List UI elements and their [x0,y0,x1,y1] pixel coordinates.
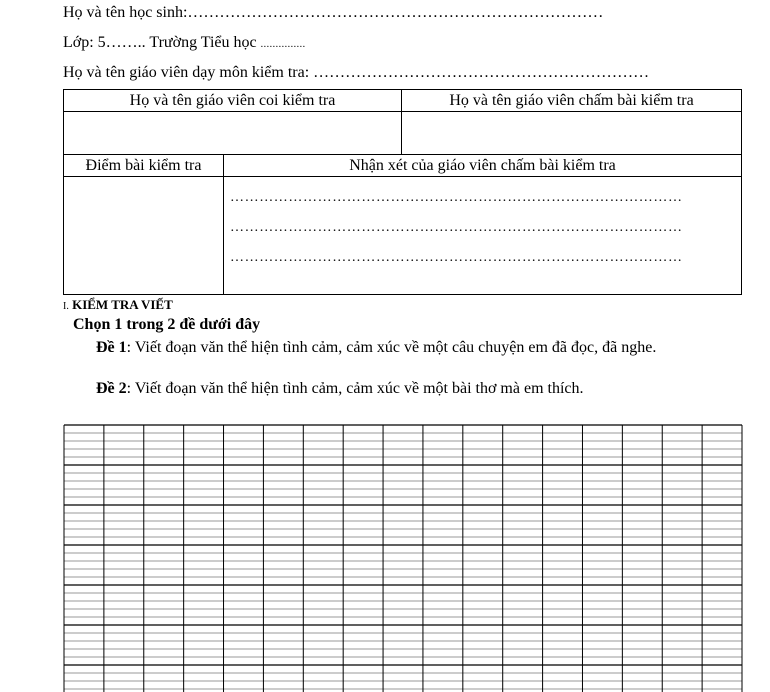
topic-2-label: Đề 2 [96,380,127,397]
instruction: Chọn 1 trong 2 đề dưới đây [73,316,261,333]
comment-line: ………………………………………………………………………………… [230,190,683,205]
section-number: I. [63,301,69,312]
class-school-label: Lớp: 5…….. Trường Tiểu học [63,34,257,51]
teacher-name-line [63,64,649,82]
teacher-name-field[interactable]: ……………………………………………………… [313,64,650,81]
section-title: KIỂM TRA VIẾT [72,297,173,312]
writing-grid[interactable] [63,424,743,692]
school-name-field[interactable]: ............... [260,39,306,50]
teacher-name-label: Họ và tên giáo viên dạy môn kiểm tra: [63,64,310,81]
score-cell[interactable] [64,177,224,295]
section-heading [63,297,173,313]
score-header: Điểm bài kiểm tra [64,155,224,177]
comment-line: ………………………………………………………………………………… [230,220,683,235]
topic-2 [96,380,584,398]
comment-cell[interactable] [224,177,742,295]
proctor-name-cell[interactable] [64,112,402,155]
comment-line: ………………………………………………………………………………… [230,250,683,265]
teacher-info-table [63,89,742,295]
topic-2-text: : Viết đoạn văn thể hiện tình cảm, cảm xúc về một bài thơ mà em thích. [126,380,584,397]
topic-1-label: Đề 1 [96,339,127,356]
comment-header: Nhận xét của giáo viên chấm bài kiểm tra [224,155,742,177]
proctor-header: Họ và tên giáo viên coi kiểm tra [64,90,402,112]
topic-1 [63,337,733,358]
student-name-label: Họ và tên học sinh: [63,4,188,21]
topic-1-text: : Viết đoạn văn thể hiện tình cảm, cảm xúc về một câu chuyện em đã đọc, đã nghe. [126,339,657,356]
class-school-line [63,34,306,52]
student-name-line [63,4,603,22]
grader-name-cell[interactable] [402,112,742,155]
student-name-field[interactable]: …………………………………………………………………… [187,4,604,21]
grader-header: Họ và tên giáo viên chấm bài kiểm tra [402,90,742,112]
